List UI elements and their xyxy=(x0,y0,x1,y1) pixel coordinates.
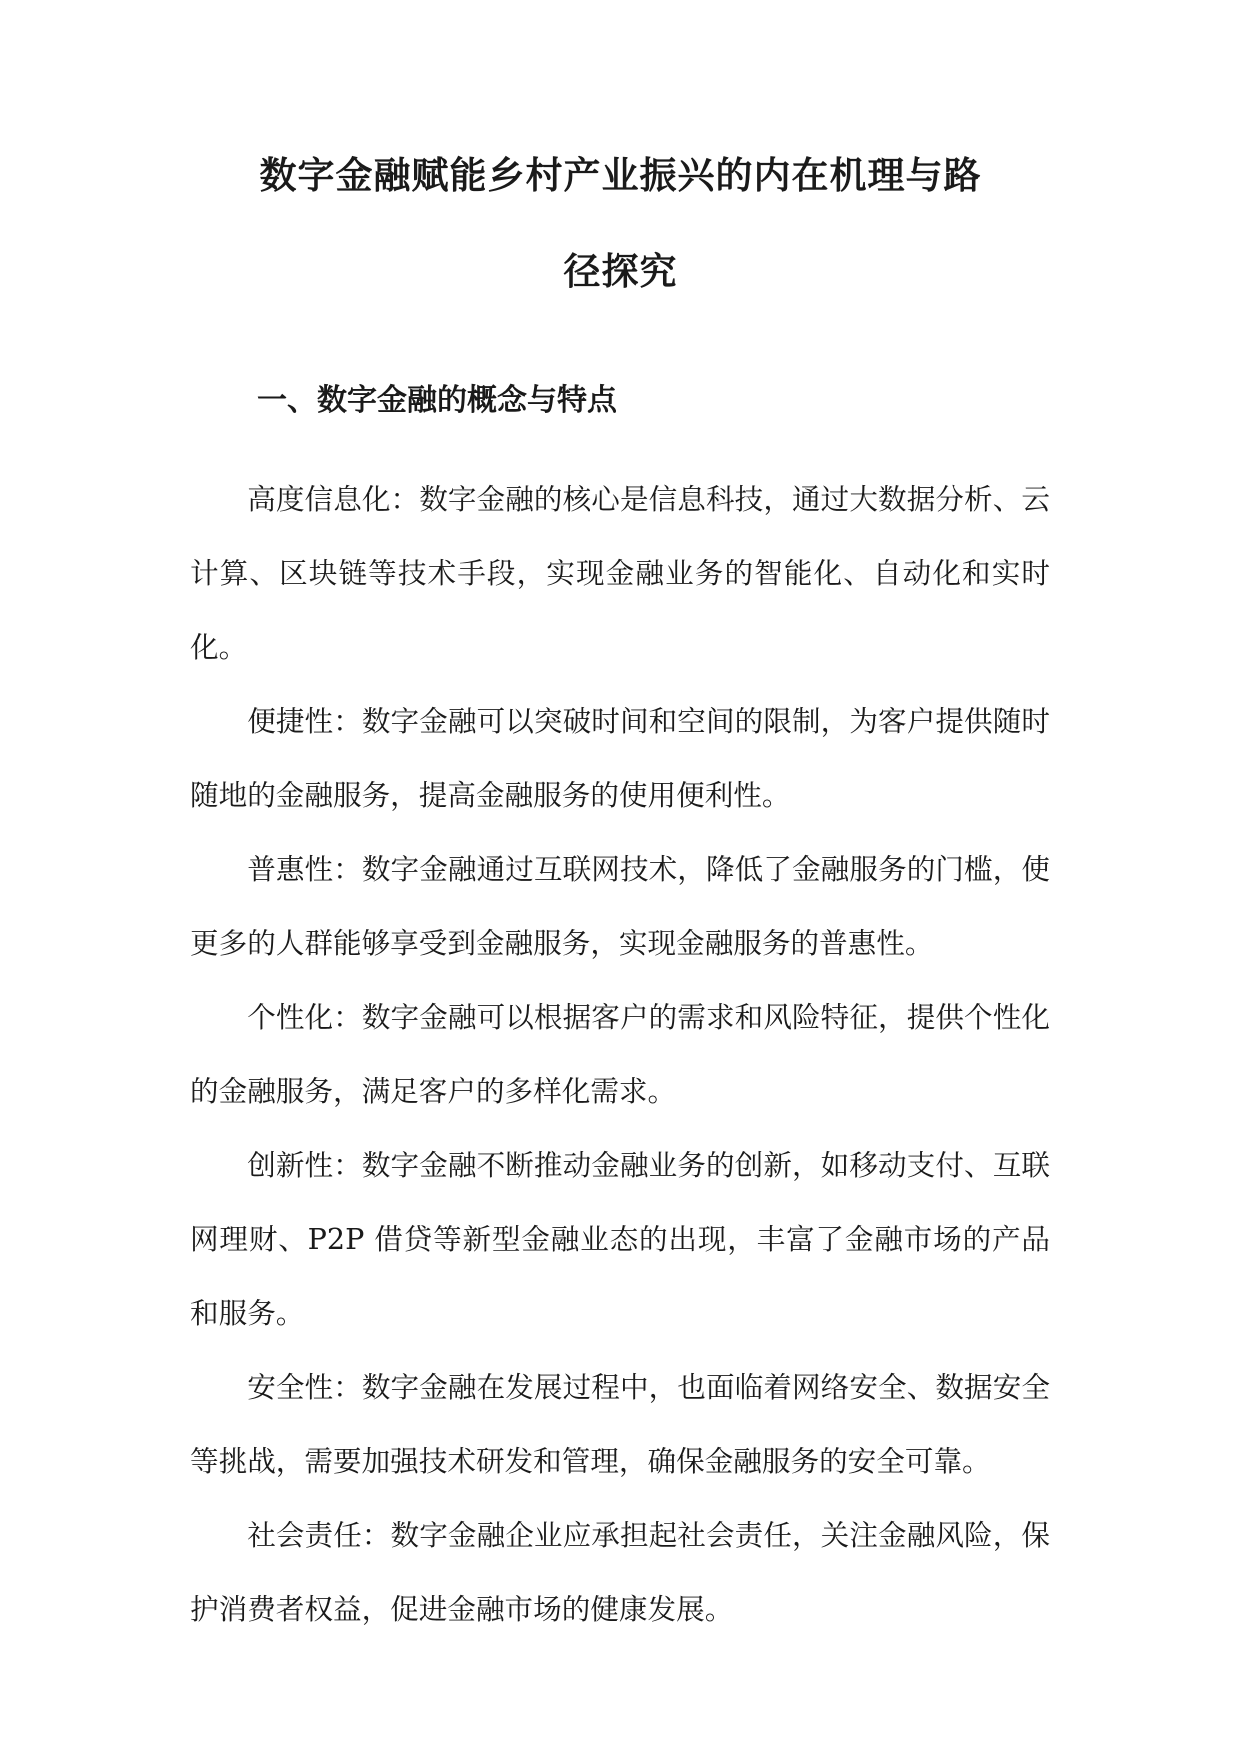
section-heading: 一、数字金融的概念与特点 xyxy=(257,383,617,418)
document-title-line-2: 径探究 xyxy=(563,250,678,293)
paragraph-convenience: 便捷性：数字金融可以突破时间和空间的限制，为客户提供随时随地的金融服务，提高金融服务的使用便利性。 xyxy=(190,704,1050,812)
paragraph-personalization: 个性化：数字金融可以根据客户的需求和风险特征，提供个性化的金融服务，满足客户的多样化需求。 xyxy=(190,1000,1050,1108)
document-title-line-1: 数字金融赋能乡村产业振兴的内在机理与路 xyxy=(259,154,982,197)
document-body xyxy=(190,462,1050,1646)
paragraph-innovation: 创新性：数字金融不断推动金融业务的创新，如移动支付、互联网理财、P2P 借贷等新型金融业态的出现，丰富了金融市场的产品和服务。 xyxy=(190,1148,1050,1330)
paragraph-informatization: 高度信息化：数字金融的核心是信息科技，通过大数据分析、云计算、区块链等技术手段，实现金融业务的智能化、自动化和实时化。 xyxy=(190,482,1050,664)
paragraph-security: 安全性：数字金融在发展过程中，也面临着网络安全、数据安全等挑战，需要加强技术研发和管理，确保金融服务的安全可靠。 xyxy=(190,1370,1050,1478)
paragraph-social-responsibility: 社会责任：数字金融企业应承担起社会责任，关注金融风险，保护消费者权益，促进金融市场的健康发展。 xyxy=(190,1518,1050,1626)
paragraph-inclusiveness: 普惠性：数字金融通过互联网技术，降低了金融服务的门槛，使更多的人群能够享受到金融服务，实现金融服务的普惠性。 xyxy=(190,852,1050,960)
